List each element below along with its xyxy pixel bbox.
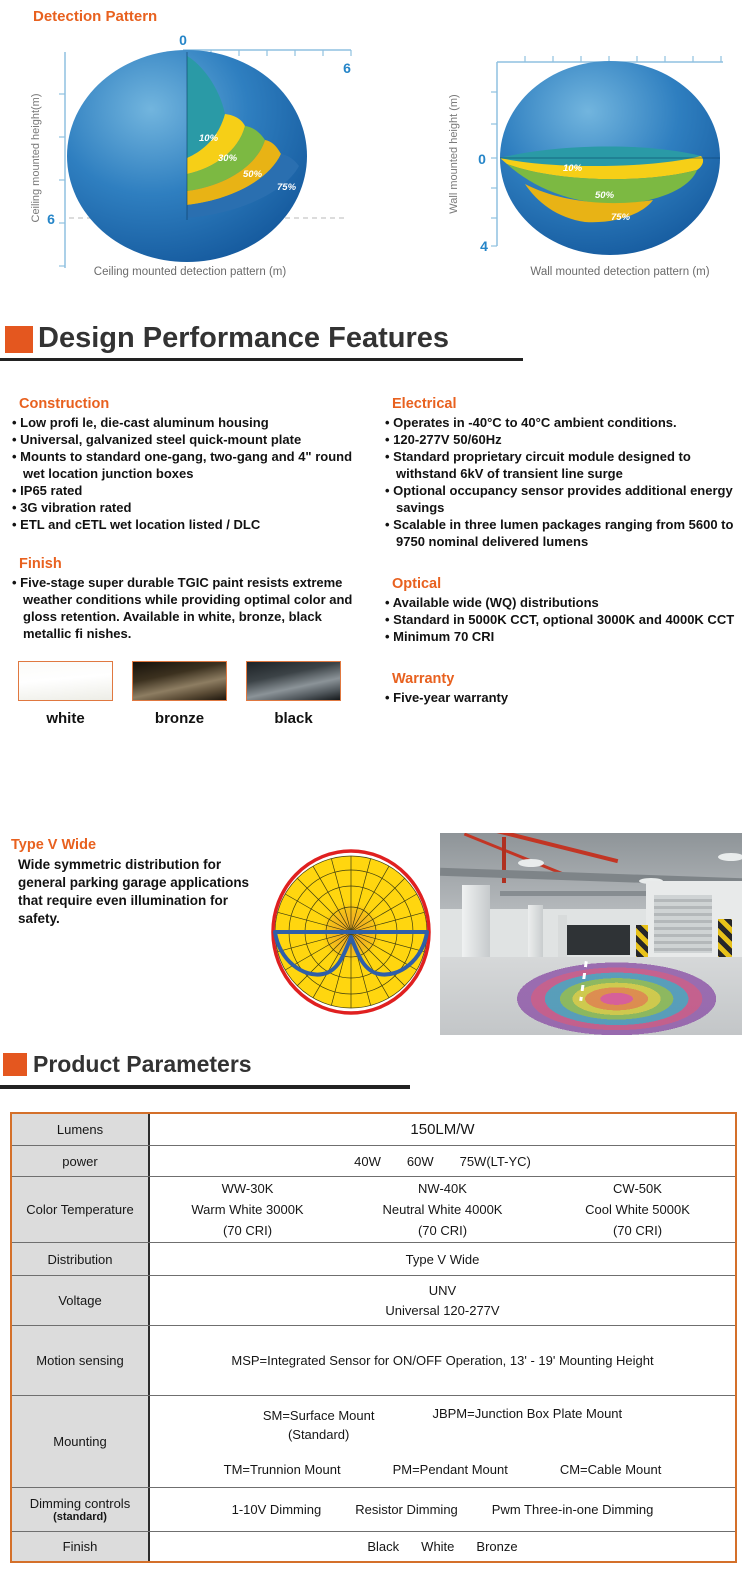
cct-code: WW-30K [221,1181,274,1196]
electrical-block [385,396,747,550]
parking-garage-photo [440,833,742,1035]
construction-bullet: • IP65 rated [12,482,368,499]
ceiling-y-max-label: 6 [47,211,55,227]
features-rule [0,358,523,361]
dimming-option: Pwm Three-in-one Dimming [491,1502,654,1517]
ceiling-x-max-label: 6 [343,60,351,76]
wall-detection-chart [405,28,745,280]
polar-distribution-chart [263,840,439,1022]
ceiling-zone-50: 50% [243,169,263,180]
row-value: Type V Wide [405,1251,480,1267]
row-label: Distribution [12,1243,150,1275]
detection-pattern-title: Detection Pattern [33,8,158,25]
cct-name: Warm White 3000K [191,1202,304,1217]
electrical-bullet: • Scalable in three lumen packages ranging from 5600 to 9750 nominal delivered lumens [385,516,747,550]
table-row-motion-sensing [12,1325,735,1395]
construction-bullets [12,414,368,533]
wall-zone-75: 75% [611,212,631,223]
wall-sphere-illustration [500,61,720,255]
cct-option-nw [345,1178,540,1241]
mounting-option-line: SM=Surface Mount [262,1408,375,1423]
power-option: 75W(LT-YC) [459,1153,531,1169]
swatch-white-cell [18,661,113,727]
row-label: Mounting [12,1396,150,1487]
table-row-voltage [12,1275,735,1325]
swatch-bronze-cell [132,661,227,727]
voltage-line1: UNV [428,1282,457,1298]
row-value [150,1396,735,1487]
optical-block [385,576,747,645]
construction-bullet: • ETL and cETL wet location listed / DLC [12,516,368,533]
row-label: Lumens [12,1114,150,1145]
cct-option-ww [150,1178,345,1241]
row-value [150,1146,735,1176]
electrical-bullet: • Standard proprietary circuit module designed to withstand 6kV of transient line surge [385,448,747,482]
mounting-option-tm: TM=Trunnion Mount [223,1462,341,1477]
wall-y-max-label: 4 [480,238,488,254]
cct-option-cw [540,1178,735,1241]
optical-heading: Optical [392,576,442,592]
optical-bullets [385,594,747,645]
finish-block [12,556,368,727]
swatch-bronze [132,661,227,701]
finish-heading: Finish [19,556,62,572]
typev-description: Wide symmetric distribution for general parking garage applications that require even illumination for safety. [18,857,250,926]
warranty-bullets [385,689,747,706]
photo-roller-door [654,895,712,953]
cct-code: CW-50K [613,1181,662,1196]
ceiling-caption: Ceiling mounted detection pattern (m) [93,266,287,278]
features-left-column [12,396,368,737]
ceiling-x-ticks [211,50,351,56]
ceiling-zone-10: 10% [199,133,219,144]
row-value [150,1276,735,1325]
construction-heading: Construction [19,396,110,412]
section-marker-features [5,326,33,353]
dimming-label: Dimming controls [29,1496,131,1511]
power-option: 40W [354,1153,381,1169]
electrical-bullet: • Operates in -40°C to 40°C ambient conditions. [385,414,747,431]
row-label: Color Temperature [12,1177,150,1242]
finish-option: Bronze [476,1539,518,1554]
params-title: Product Parameters [33,1051,252,1077]
photo-rainbow-circles [478,951,730,1035]
row-value [150,1532,735,1561]
table-row-finish [12,1531,735,1561]
ceiling-y-axis-label: Ceiling mounted height(m) [30,93,42,223]
mounting-option-pm: PM=Pendant Mount [392,1462,508,1477]
swatch-black-label: black [274,710,313,727]
swatch-white-label: white [46,710,85,727]
ceiling-zone-30: 30% [218,153,238,164]
wall-zone-50: 50% [595,190,615,201]
warranty-block [385,671,747,706]
finish-bullet: • Five-stage super durable TGIC paint resists extreme weather conditions while providing optimal color and gloss retention. Available in white, bronze, black metallic fi nishes. [12,574,368,642]
finish-bullets [12,574,368,642]
finish-option: White [421,1539,455,1554]
optical-bullet: • Standard in 5000K CCT, optional 3000K and 4000K CCT [385,611,747,628]
finish-option: Black [367,1539,400,1554]
ceiling-zone-75: 75% [277,182,297,193]
cct-name: Neutral White 4000K [382,1202,503,1217]
construction-bullet: • Mounts to standard one-gang, two-gang and 4" round wet location junction boxes [12,448,368,482]
row-value [150,1177,735,1242]
optical-bullet: • Available wide (WQ) distributions [385,594,747,611]
table-row-color-temperature [12,1176,735,1242]
table-row-mounting [12,1395,735,1487]
mounting-option-jbpm: JBPM=Junction Box Plate Mount [432,1406,623,1421]
mounting-option-sm [263,1406,375,1444]
electrical-bullets [385,414,747,550]
ceiling-sphere-illustration [67,50,307,262]
swatch-bronze-label: bronze [154,710,205,727]
wall-y-axis-label: Wall mounted height (m) [448,94,460,214]
section-marker-params [3,1053,27,1076]
table-row-lumens [12,1114,735,1145]
wall-caption: Wall mounted detection pattern (m) [530,266,710,278]
cct-cri: (70 CRI) [417,1223,468,1238]
wall-x-ticks [525,56,721,62]
row-label: Finish [12,1532,150,1561]
cct-code: NW-40K [418,1181,467,1196]
row-value: MSP=Integrated Sensor for ON/OFF Operation, 13' - 19' Mounting Height [231,1353,654,1368]
mounting-option-line: (Standard) [287,1427,350,1442]
features-right-column [385,396,747,716]
wall-zone-10: 10% [563,163,583,174]
cct-cri: (70 CRI) [612,1223,663,1238]
warranty-bullet: • Five-year warranty [385,689,747,706]
dimming-option: Resistor Dimming [355,1502,458,1517]
finish-swatches [12,661,368,727]
optical-bullet: • Minimum 70 CRI [385,628,747,645]
row-label: power [12,1146,150,1176]
table-row-power [12,1145,735,1176]
table-row-distribution [12,1242,735,1275]
electrical-heading: Electrical [392,396,457,412]
voltage-line2: Universal 120-277V [385,1302,500,1318]
swatch-white [18,661,113,701]
row-value: 150LM/W [410,1121,475,1138]
construction-bullet: • 3G vibration rated [12,499,368,516]
cct-name: Cool White 5000K [585,1202,690,1217]
mounting-option-cm: CM=Cable Mount [559,1462,662,1477]
ceiling-origin-label: 0 [179,32,187,48]
ceiling-detection-chart [5,28,373,280]
row-label: Motion sensing [12,1326,150,1395]
dimming-option: 1-10V Dimming [231,1502,322,1517]
params-rule [0,1085,410,1089]
wall-zero-label: 0 [478,151,486,167]
electrical-bullet: • Optional occupancy sensor provides additional energy savings [385,482,747,516]
swatch-black-cell [246,661,341,727]
product-parameters-table [10,1112,737,1563]
construction-bullet: • Low profi le, die-cast aluminum housing [12,414,368,431]
wall-y-ticks [491,92,497,246]
features-title: Design Performance Features [38,322,449,354]
electrical-bullet: • 120-277V 50/60Hz [385,431,747,448]
power-option: 60W [406,1153,434,1169]
table-row-dimming [12,1487,735,1531]
row-value [150,1488,735,1531]
construction-block [12,396,368,533]
warranty-heading: Warranty [392,671,455,687]
cct-cri: (70 CRI) [222,1223,273,1238]
row-label: Voltage [12,1276,150,1325]
dimming-sublabel: (standard) [53,1511,107,1523]
row-label [12,1488,150,1531]
swatch-black [246,661,341,701]
photo-light-fixture [518,859,544,867]
construction-bullet: • Universal, galvanized steel quick-mount plate [12,431,368,448]
typev-heading: Type V Wide [11,837,97,853]
ceiling-y-ticks [59,94,65,266]
